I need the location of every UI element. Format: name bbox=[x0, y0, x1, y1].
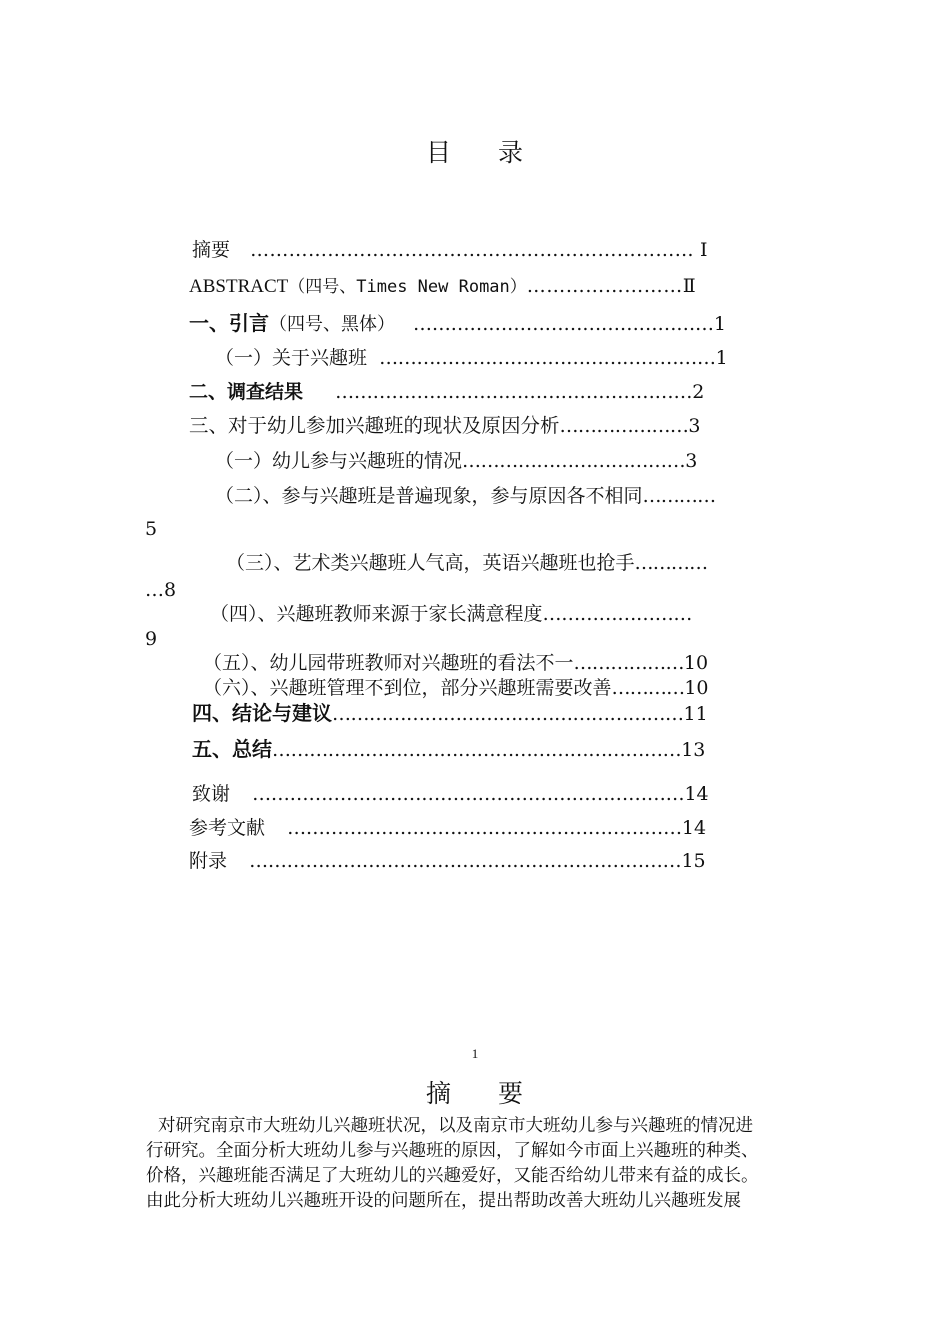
toc-entry[interactable]: 二、调查结果 …………………………………………………2 bbox=[189, 381, 705, 403]
abstract-line: 行研究。全面分析大班幼儿参与兴趣班的原因，了解如今市面上兴趣班的种类、 bbox=[146, 1141, 759, 1161]
toc-entry[interactable]: （三）、艺术类兴趣班人气高，英语兴趣班也抢手………… bbox=[226, 552, 708, 574]
toc-entry[interactable]: 三、对于幼儿参加兴趣班的现状及原因分析…………………3 bbox=[189, 414, 701, 437]
abstract-line: 价格，兴趣班能否满足了大班幼儿的兴趣爱好，又能否给幼儿带来有益的成长。 bbox=[146, 1166, 759, 1186]
toc-entry[interactable]: 一、引言（四号、黑体） …………………………………………1 bbox=[189, 311, 726, 335]
abstract-title: 摘 要 bbox=[425, 1079, 525, 1108]
toc-entry[interactable]: （四）、兴趣班教师来源于家长满意程度…………………… bbox=[210, 603, 693, 625]
toc-entry[interactable]: 致谢 ……………………………………………………………14 bbox=[192, 783, 709, 805]
toc-title: 目 录 bbox=[425, 138, 525, 167]
toc-entry[interactable]: （五）、幼儿园带班教师对兴趣班的看法不一………………10 bbox=[203, 652, 709, 674]
toc-entry[interactable]: （六）、兴趣班管理不到位，部分兴趣班需要改善…………10 bbox=[203, 677, 709, 699]
toc-entry[interactable]: ABSTRACT（四号、Times New Roman）……………………Ⅱ bbox=[189, 275, 696, 297]
toc-entry[interactable]: （一）关于兴趣班 ………………………………………………1 bbox=[215, 347, 728, 369]
toc-entry[interactable]: 参考文献 ………………………………………………………14 bbox=[189, 817, 707, 839]
toc-entry[interactable]: 摘要 …………………………………………………………… Ⅰ bbox=[192, 239, 708, 261]
abstract-line: 对研究南京市大班幼儿兴趣班状况，以及南京市大班幼儿参与兴趣班的情况进 bbox=[158, 1116, 753, 1136]
toc-entry-page-wrap: 5 bbox=[145, 518, 158, 540]
abstract-body bbox=[146, 1114, 826, 1214]
toc-entry-page-wrap: …8 bbox=[145, 579, 177, 601]
page-number: 1 bbox=[471, 1046, 479, 1061]
toc-entry[interactable]: （二）、参与兴趣班是普遍现象，参与原因各不相同………… bbox=[215, 485, 716, 507]
toc-entry[interactable]: 四、结论与建议…………………………………………………11 bbox=[192, 701, 708, 725]
toc-entry[interactable]: 五、总结…………………………………………………………13 bbox=[192, 737, 706, 761]
toc-entry[interactable]: （一）幼儿参与兴趣班的情况………………………………3 bbox=[215, 450, 698, 472]
toc-entry[interactable]: 附录 ……………………………………………………………15 bbox=[189, 850, 706, 872]
abstract-line: 由此分析大班幼儿兴趣班开设的问题所在，提出帮助改善大班幼儿兴趣班发展 bbox=[146, 1191, 741, 1211]
toc-entry-page-wrap: 9 bbox=[145, 628, 158, 650]
